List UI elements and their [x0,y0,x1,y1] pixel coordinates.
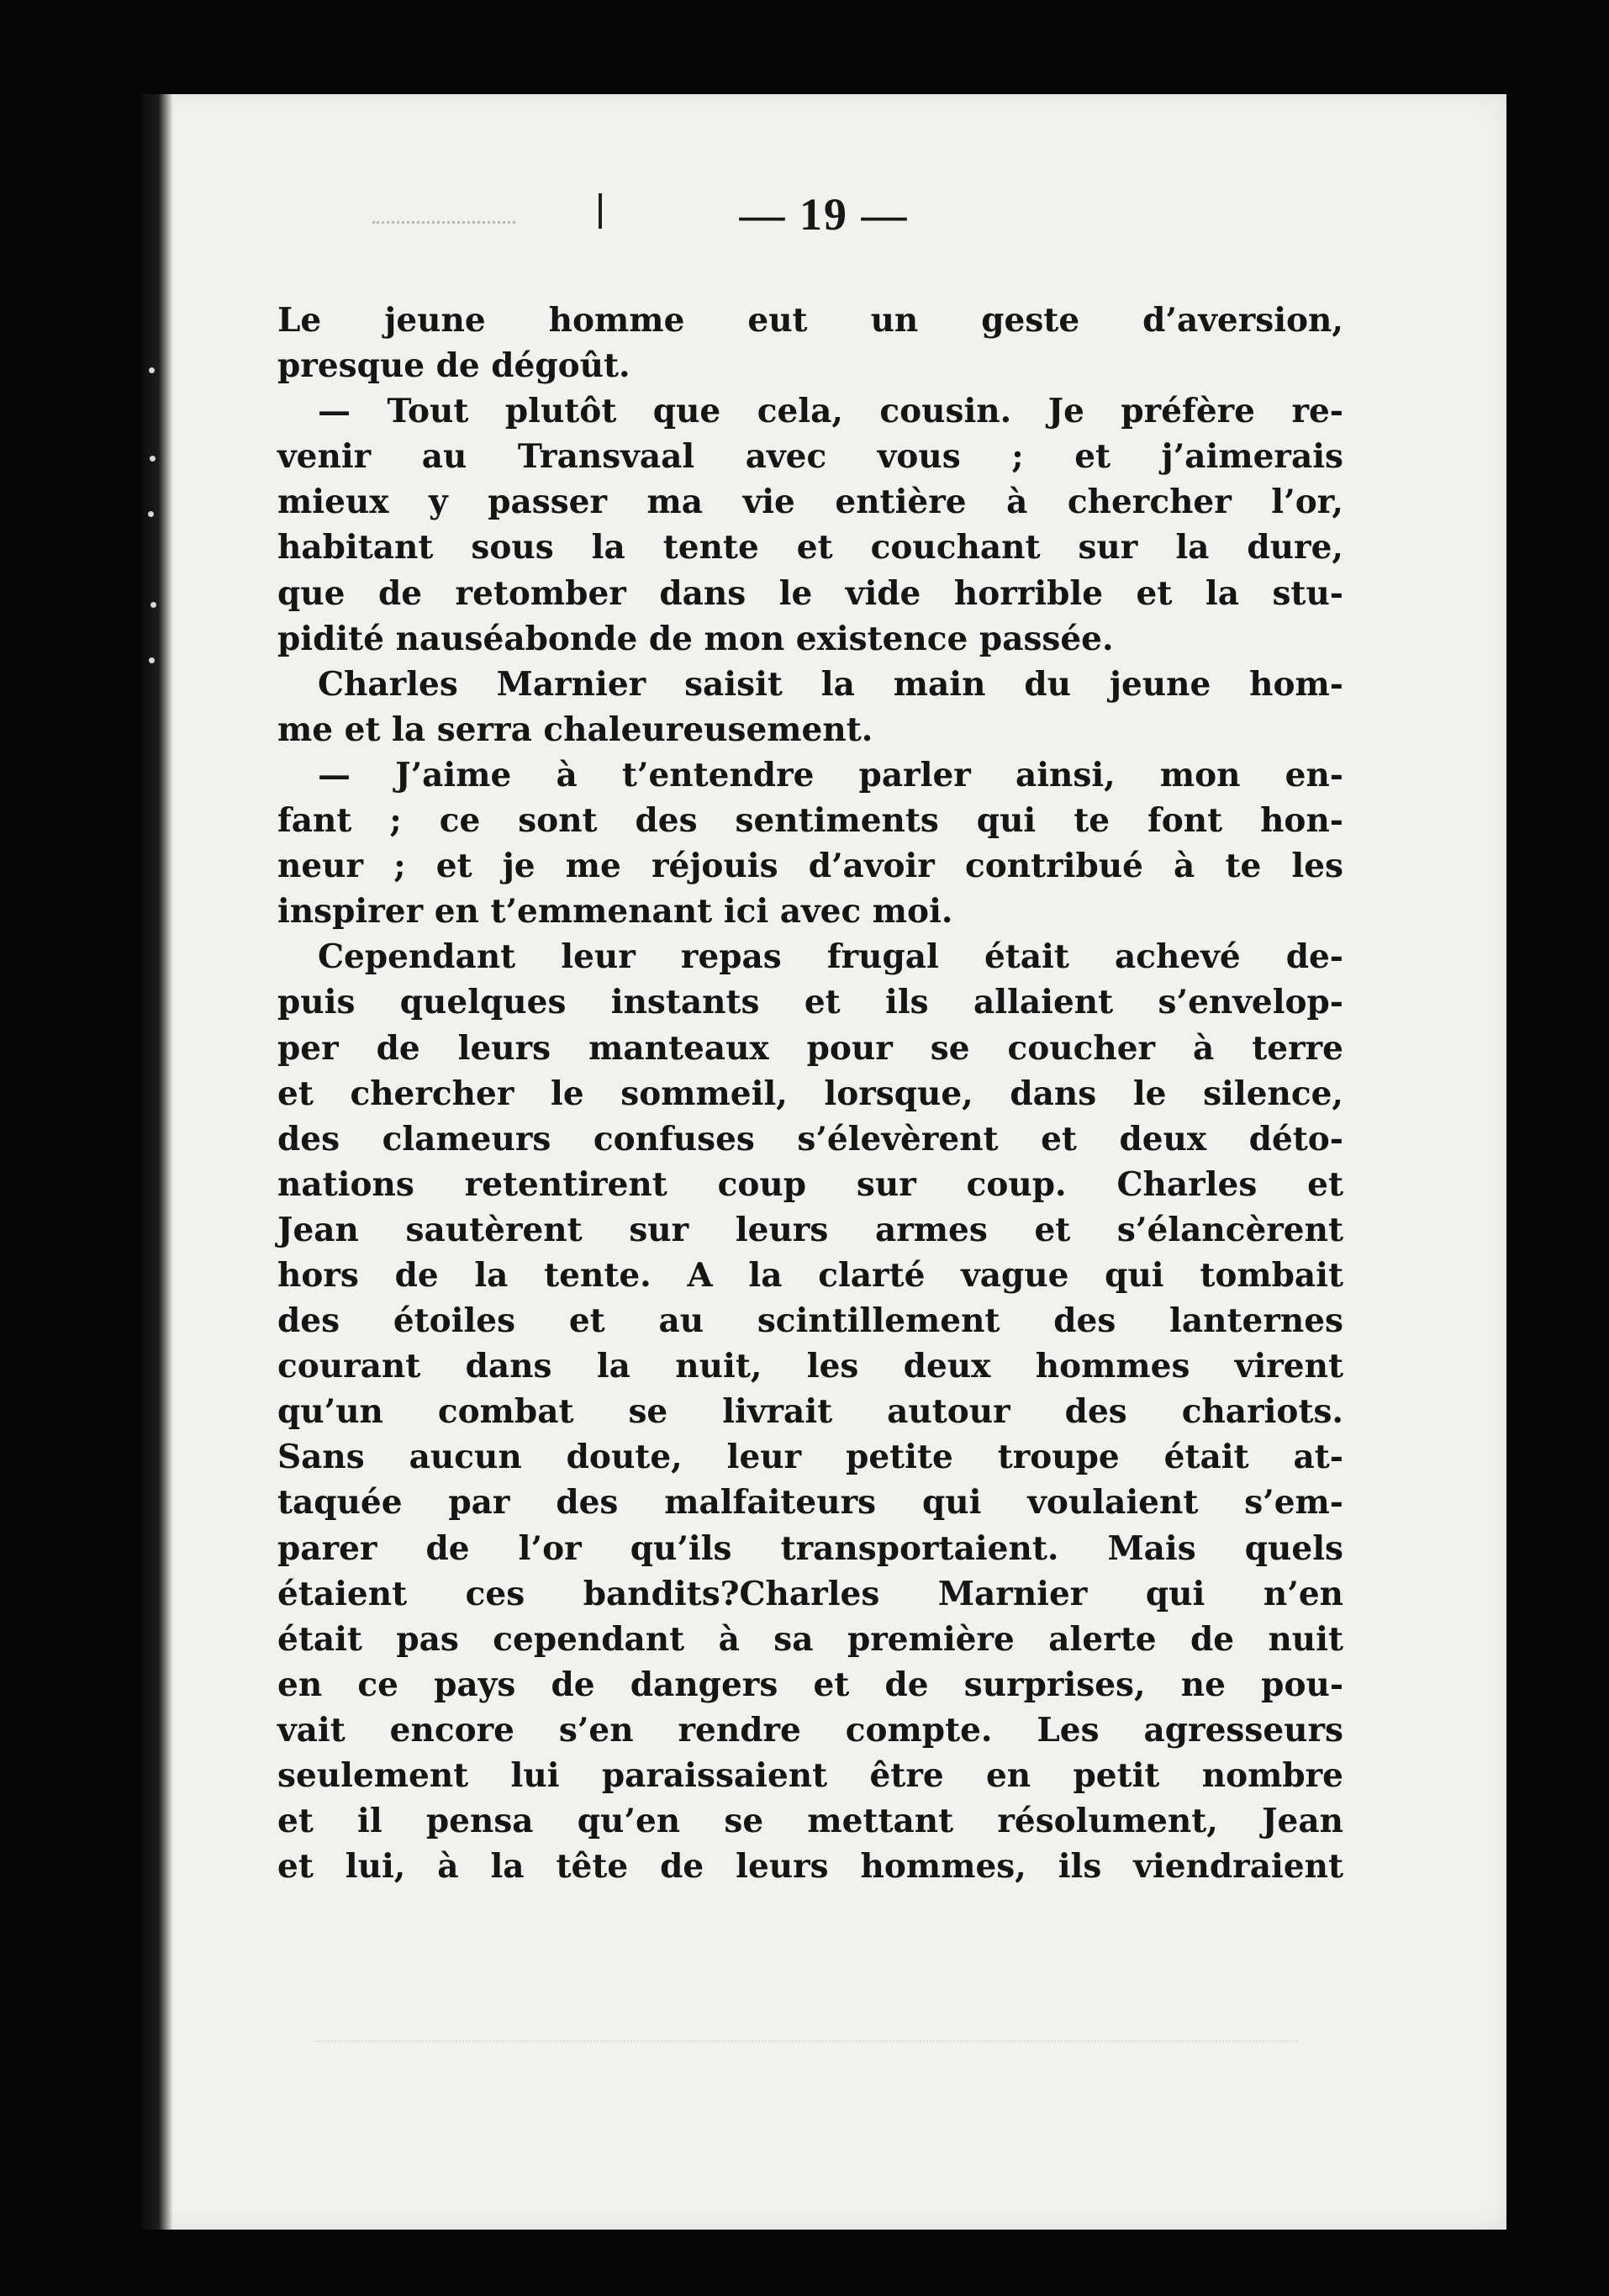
text-line: vait encore s’en rendre compte. Les agresseurs [277,1710,1343,1750]
text-line: pidité nauséabonde de mon existence passée. [277,619,1114,658]
text-line: parer de l’or qu’ils transportaient. Mais quels [277,1528,1343,1568]
text-line: Cependant leur repas frugal était achevé de- [318,937,1343,977]
text-line: hors de la tente. A la clarté vague qui tombait [277,1255,1343,1295]
text-line: puis quelques instants et ils allaient s’envelop- [277,983,1343,1022]
text-line: et lui, à la tête de leurs hommes, ils viendraient [277,1847,1343,1887]
scan-mark [149,367,155,373]
text-line: neur ; et je me réjouis d’avoir contribué à te les [277,847,1343,886]
text-line: et il pensa qu’en se mettant résolument, Jean [277,1802,1343,1841]
text-line: mieux y passer ma vie entière à chercher l’or, [277,483,1343,522]
text-line: presque de dégoût. [277,346,630,386]
text-line: que de retomber dans le vide horrible et la stu- [277,573,1343,613]
page-text [277,298,1343,1889]
text-line: habitant sous la tente et couchant sur la dure, [277,528,1343,567]
text-line: étaient ces bandits?Charles Marnier qui n’en [277,1574,1343,1613]
text-line: était pas cependant à sa première alerte de nuit [277,1619,1343,1659]
text-line: nations retentirent coup sur coup. Charles et [277,1164,1343,1204]
text-line: et chercher le sommeil, lorsque, dans le silence, [277,1074,1343,1113]
page-number: — 19 — [739,189,909,240]
scan-mark [148,511,154,517]
text-line: me et la serra chaleureusement. [277,710,873,749]
scan-mark [149,657,155,663]
text-line: qu’un combat se livrait autour des chariots. [277,1392,1343,1432]
text-line: venir au Transvaal avec vous ; et j’aimerais [277,437,1343,477]
text-line: fant ; ce sont des sentiments qui te font hon- [277,801,1343,841]
book-page [141,94,1506,2230]
text-line: des étoiles et au scintillement des lanternes [277,1301,1343,1341]
scan-mark [150,602,156,608]
text-line: en ce pays de dangers et de surprises, ne pou- [277,1665,1343,1704]
text-line: courant dans la nuit, les deux hommes virent [277,1347,1343,1386]
text-line: — J’aime à t’entendre parler ainsi, mon en- [318,755,1343,794]
text-line: Le jeune homme eut un geste d’aversion, [277,301,1343,340]
text-line: — Tout plutôt que cela, cousin. Je préfère re- [318,392,1343,431]
scan-edge-marks [141,94,163,2230]
bottom-print-specks [314,2040,1298,2066]
text-line: per de leurs manteaux pour se coucher à terre [277,1028,1343,1068]
scan-mark [150,456,156,462]
text-line: seulement lui paraissaient être en petit nombre [277,1756,1343,1795]
text-line: Sans aucun doute, leur petite troupe était at- [277,1438,1343,1477]
text-line: Charles Marnier saisit la main du jeune hom- [318,664,1343,704]
text-line: Jean sautèrent sur leurs armes et s’élancèrent [277,1210,1343,1249]
text-line: des clameurs confuses s’élevèrent et deux déto- [277,1119,1343,1159]
text-line: inspirer en t’emmenant ici avec moi. [277,892,953,932]
text-line: taquée par des malfaiteurs qui voulaient s’em- [277,1483,1343,1523]
